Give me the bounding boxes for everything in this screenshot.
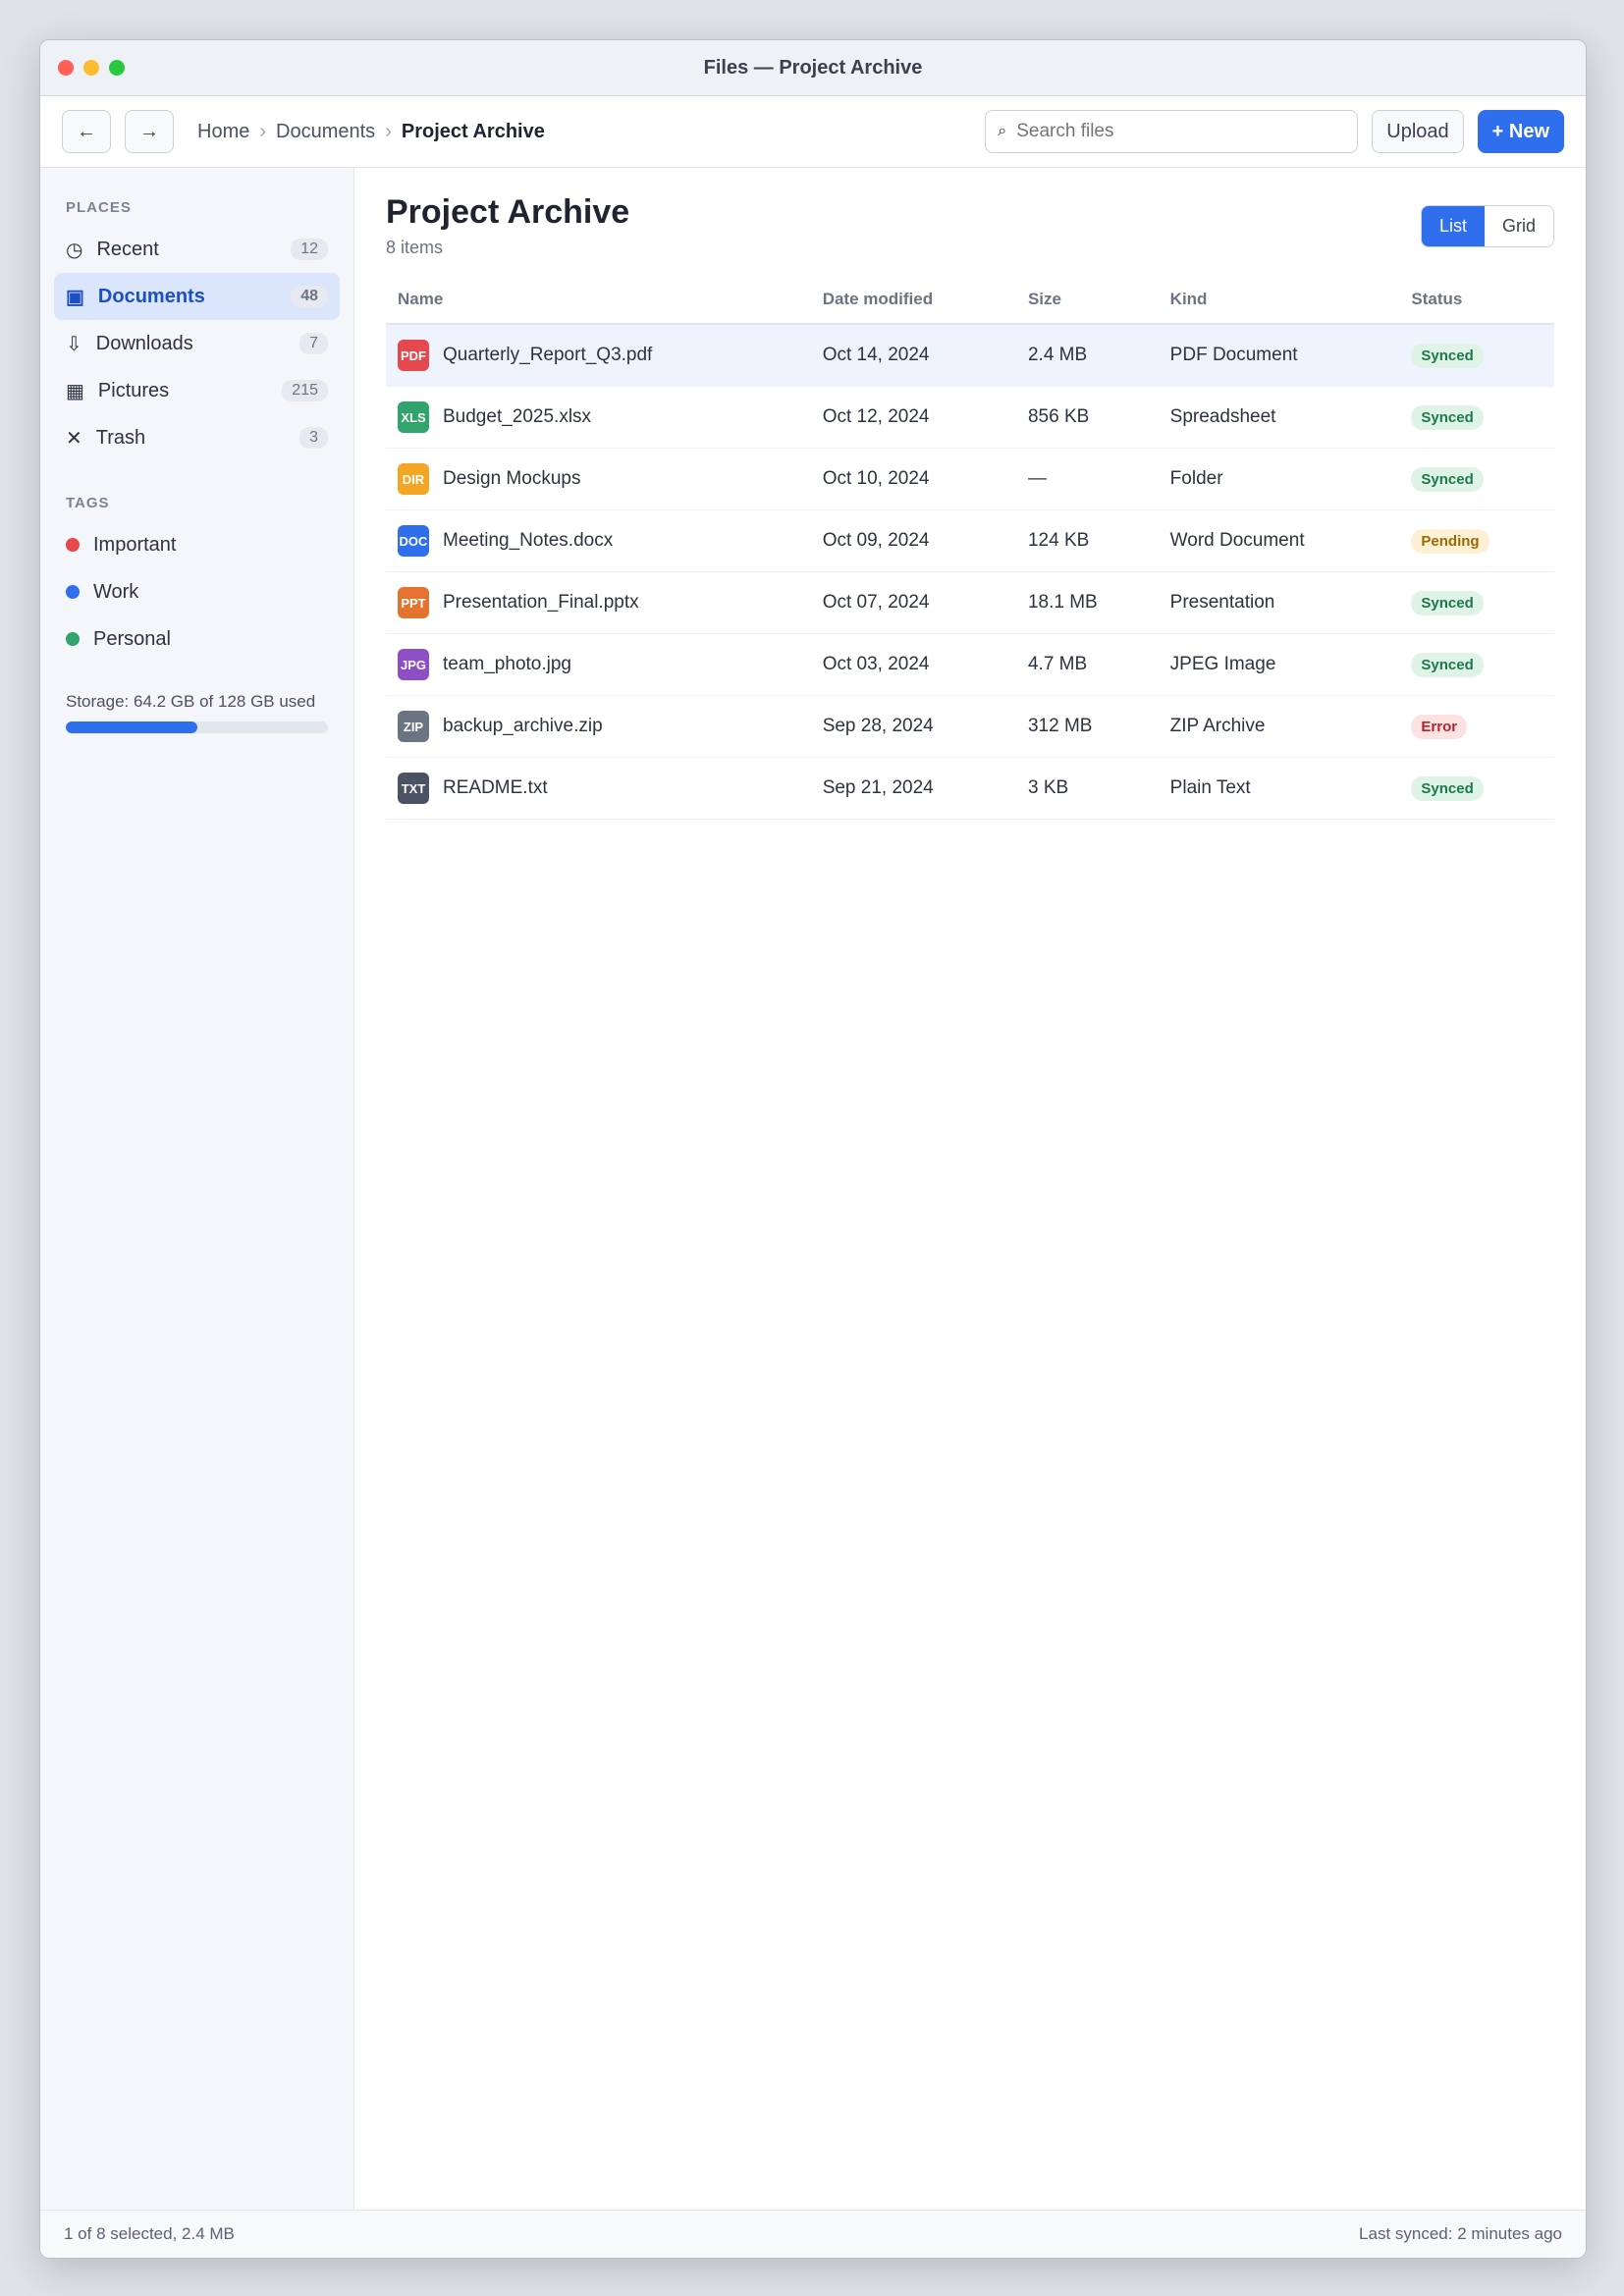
- sidebar-heading: TAGS: [66, 495, 110, 511]
- kind-cell: ZIP Archive: [1159, 696, 1400, 758]
- table-row[interactable]: [386, 572, 1554, 634]
- search-input[interactable]: [1014, 120, 1345, 143]
- item-count-badge: 12: [291, 239, 328, 260]
- size-cell: 18.1 MB: [1016, 572, 1159, 634]
- status-cell: [1399, 696, 1554, 758]
- view-switch: [1421, 205, 1554, 247]
- name-cell: [386, 572, 811, 634]
- item-count-badge: 3: [299, 427, 328, 449]
- sidebar-item-label: Trash: [95, 426, 146, 449]
- date-cell: Oct 03, 2024: [811, 634, 1016, 696]
- file-name: Meeting_Notes.docx: [443, 530, 614, 551]
- tag-item-personal[interactable]: [54, 615, 340, 663]
- kind-cell: Presentation: [1159, 572, 1400, 634]
- date-cell: Oct 10, 2024: [811, 449, 1016, 510]
- size-cell: 856 KB: [1016, 387, 1159, 449]
- tag-item-important[interactable]: [54, 521, 340, 568]
- file-name: team_photo.jpg: [443, 654, 571, 674]
- new-button[interactable]: + New: [1478, 110, 1564, 153]
- tag-dot-icon: [66, 538, 80, 552]
- file-name: backup_archive.zip: [443, 716, 603, 736]
- status-cell: [1399, 634, 1554, 696]
- forward-button[interactable]: [125, 110, 174, 153]
- search-icon: ⌕: [998, 123, 1007, 139]
- file-type-icon: DOC: [398, 525, 429, 557]
- tag-dot-icon: [66, 585, 80, 599]
- file-type-icon: PDF: [398, 340, 429, 371]
- chevron-right-icon: ›: [385, 120, 392, 142]
- kind-cell: Folder: [1159, 449, 1400, 510]
- column-header[interactable]: Kind: [1159, 276, 1400, 324]
- name-cell: [386, 510, 811, 572]
- breadcrumb-item[interactable]: Documents: [276, 120, 376, 142]
- size-cell: —: [1016, 449, 1159, 510]
- status-badge: Synced: [1411, 653, 1483, 677]
- date-cell: Oct 09, 2024: [811, 510, 1016, 572]
- status-badge: Synced: [1411, 591, 1483, 615]
- name-cell: [386, 387, 811, 449]
- tag-label: Work: [93, 580, 139, 603]
- download-icon: ⇩: [66, 333, 82, 355]
- status-badge: Synced: [1411, 405, 1483, 430]
- status-badge: Synced: [1411, 344, 1483, 368]
- column-header[interactable]: Size: [1016, 276, 1159, 324]
- toolbar: [40, 96, 1586, 168]
- item-count-badge: 215: [282, 380, 328, 401]
- table-row[interactable]: [386, 449, 1554, 510]
- arrow-right-icon: →: [139, 120, 159, 142]
- status-cell: [1399, 387, 1554, 449]
- size-cell: 3 KB: [1016, 758, 1159, 820]
- item-count: 8 items: [386, 238, 444, 257]
- table-header-row: [386, 276, 1554, 324]
- grid-view-button[interactable]: Grid: [1485, 206, 1553, 246]
- status-bar: [40, 2210, 1586, 2258]
- status-badge: Pending: [1411, 529, 1489, 554]
- table-row[interactable]: [386, 387, 1554, 449]
- status-badge: Error: [1411, 715, 1467, 739]
- sidebar-item-label: Downloads: [95, 332, 193, 354]
- column-header[interactable]: Date modified: [811, 276, 1016, 324]
- name-cell: [386, 449, 811, 510]
- tag-label: Personal: [93, 627, 171, 650]
- window-controls: [58, 60, 125, 76]
- sidebar: [40, 168, 354, 2210]
- status-cell: [1399, 758, 1554, 820]
- title-bar: [40, 40, 1586, 96]
- status-cell: [1399, 572, 1554, 634]
- sidebar-item-downloads[interactable]: [54, 320, 340, 367]
- name-cell: [386, 324, 811, 387]
- tag-label: Important: [93, 533, 177, 556]
- close-button[interactable]: [58, 60, 74, 76]
- date-cell: Sep 28, 2024: [811, 696, 1016, 758]
- selection-status: 1 of 8 selected, 2.4 MB: [64, 2224, 235, 2243]
- file-type-icon: JPG: [398, 649, 429, 680]
- file-type-icon: TXT: [398, 773, 429, 804]
- tag-dot-icon: [66, 632, 80, 646]
- item-count-badge: 7: [299, 333, 328, 354]
- breadcrumb: [188, 121, 971, 143]
- search-box: [985, 110, 1358, 153]
- main-header: [354, 168, 1586, 276]
- trash-icon: ✕: [66, 427, 82, 450]
- size-cell: 4.7 MB: [1016, 634, 1159, 696]
- kind-cell: Spreadsheet: [1159, 387, 1400, 449]
- storage-label: Storage: 64.2 GB of 128 GB used: [66, 692, 316, 711]
- file-name: README.txt: [443, 777, 548, 798]
- list-view-button[interactable]: List: [1422, 206, 1485, 246]
- table-row[interactable]: [386, 696, 1554, 758]
- breadcrumb-item[interactable]: Home: [197, 120, 250, 142]
- date-cell: Oct 07, 2024: [811, 572, 1016, 634]
- sidebar-heading: PLACES: [66, 199, 132, 216]
- sidebar-item-recent[interactable]: [54, 226, 340, 273]
- main-panel: [354, 168, 1586, 2210]
- folder-icon: ▣: [66, 286, 84, 308]
- sidebar-item-documents[interactable]: [54, 273, 340, 320]
- name-cell: [386, 634, 811, 696]
- kind-cell: PDF Document: [1159, 324, 1400, 387]
- sync-status: Last synced: 2 minutes ago: [1359, 2224, 1562, 2243]
- storage-bar: [66, 721, 328, 733]
- date-cell: Sep 21, 2024: [811, 758, 1016, 820]
- file-type-icon: PPT: [398, 587, 429, 618]
- chevron-right-icon: ›: [259, 120, 267, 142]
- tag-item-work[interactable]: [54, 568, 340, 615]
- size-cell: 2.4 MB: [1016, 324, 1159, 387]
- date-cell: Oct 12, 2024: [811, 387, 1016, 449]
- window-body: [40, 168, 1586, 2210]
- kind-cell: JPEG Image: [1159, 634, 1400, 696]
- file-name: Quarterly_Report_Q3.pdf: [443, 345, 653, 365]
- arrow-left-icon: ←: [77, 120, 96, 142]
- file-name: Presentation_Final.pptx: [443, 592, 639, 613]
- page-title: Project Archive: [386, 193, 630, 231]
- file-type-icon: XLS: [398, 401, 429, 433]
- sidebar-item-label: Pictures: [97, 379, 170, 401]
- table-row[interactable]: [386, 634, 1554, 696]
- table-row[interactable]: [386, 510, 1554, 572]
- sidebar-item-label: Documents: [97, 285, 205, 307]
- status-cell: [1399, 449, 1554, 510]
- upload-button[interactable]: Upload: [1372, 110, 1463, 153]
- window-title: Files — Project Archive: [703, 56, 923, 79]
- column-header[interactable]: Name: [386, 276, 811, 324]
- table-row[interactable]: [386, 758, 1554, 820]
- status-cell: [1399, 510, 1554, 572]
- breadcrumb-current: Project Archive: [401, 120, 545, 142]
- sidebar-item-pictures[interactable]: [54, 367, 340, 414]
- app-window: [39, 39, 1587, 2259]
- name-cell: [386, 696, 811, 758]
- sidebar-item-label: Recent: [96, 238, 159, 260]
- file-type-icon: DIR: [398, 463, 429, 495]
- size-cell: 124 KB: [1016, 510, 1159, 572]
- size-cell: 312 MB: [1016, 696, 1159, 758]
- minimize-button[interactable]: [83, 60, 99, 76]
- table-row[interactable]: [386, 324, 1554, 387]
- status-badge: Synced: [1411, 467, 1483, 492]
- sidebar-item-trash[interactable]: [54, 414, 340, 461]
- maximize-button[interactable]: [109, 60, 125, 76]
- kind-cell: Word Document: [1159, 510, 1400, 572]
- storage-meter: [66, 692, 328, 733]
- date-cell: Oct 14, 2024: [811, 324, 1016, 387]
- storage-bar-fill: [66, 721, 197, 733]
- back-button[interactable]: [62, 110, 111, 153]
- name-cell: [386, 758, 811, 820]
- status-badge: Synced: [1411, 776, 1483, 801]
- image-icon: ▦: [66, 380, 84, 402]
- column-header[interactable]: Status: [1399, 276, 1554, 324]
- file-name: Budget_2025.xlsx: [443, 406, 592, 427]
- file-table: [386, 276, 1554, 820]
- file-type-icon: ZIP: [398, 711, 429, 742]
- kind-cell: Plain Text: [1159, 758, 1400, 820]
- clock-icon: ◷: [66, 239, 83, 261]
- file-name: Design Mockups: [443, 468, 581, 489]
- status-cell: [1399, 324, 1554, 387]
- item-count-badge: 48: [291, 286, 328, 307]
